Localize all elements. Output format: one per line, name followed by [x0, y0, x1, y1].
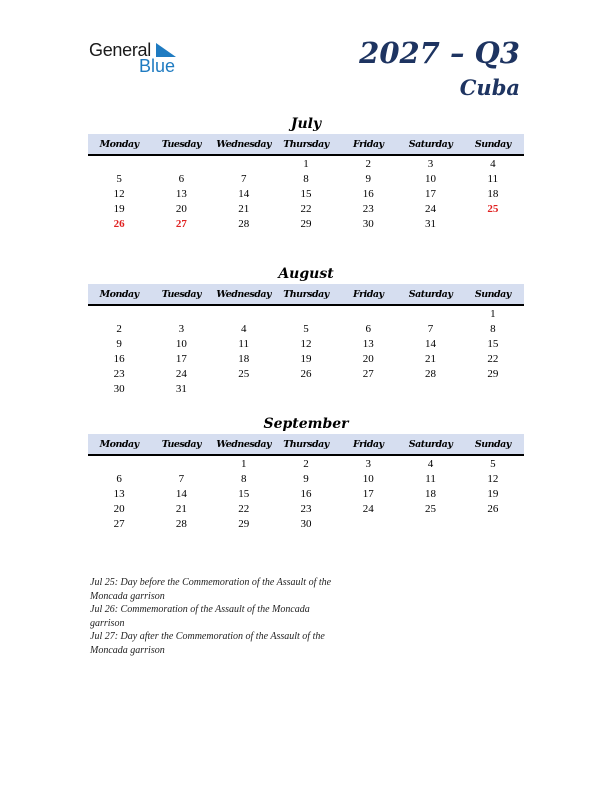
weekday-label: Sunday	[474, 438, 511, 450]
date-cell: 13	[362, 337, 374, 350]
date-cell: 25	[238, 367, 250, 380]
date-cell: 2	[116, 322, 122, 335]
weekday-label: Thursday	[283, 138, 329, 150]
week-row	[88, 306, 524, 321]
date-cell: 21	[425, 352, 437, 365]
date-cell: 19	[113, 202, 125, 215]
date-cell: 1	[303, 157, 309, 170]
date-cell: 16	[362, 187, 374, 200]
date-cell: 30	[362, 217, 374, 230]
date-cell: 17	[175, 352, 187, 365]
weekday-label: Thursday	[283, 438, 329, 450]
week-row	[88, 366, 524, 381]
date-cell: 10	[175, 337, 187, 350]
logo-triangle-icon	[156, 43, 176, 57]
holiday-notes	[90, 576, 340, 657]
date-cell: 29	[300, 217, 312, 230]
date-cell: 19	[300, 352, 312, 365]
date-cell: 21	[175, 502, 187, 515]
date-cell: 19	[487, 487, 499, 500]
country-name: Cuba	[459, 75, 520, 100]
weekday-label: Saturday	[408, 438, 453, 450]
month-title: September	[263, 416, 349, 432]
date-cell: 31	[175, 382, 187, 395]
date-cell: 22	[238, 502, 250, 515]
week-row	[88, 516, 524, 531]
date-cell: 22	[487, 352, 499, 365]
date-cell: 3	[427, 157, 434, 170]
date-cell: 28	[238, 217, 250, 230]
weekday-header	[88, 134, 524, 156]
date-cell: 8	[490, 322, 496, 335]
date-cell: 9	[365, 172, 372, 185]
weekday-label: Friday	[353, 288, 384, 300]
weekday-label: Friday	[353, 438, 384, 450]
date-cell: 18	[238, 352, 250, 365]
date-cell: 23	[362, 202, 374, 215]
date-cell: 6	[178, 172, 185, 185]
date-cell: 5	[490, 457, 496, 470]
week-row	[88, 201, 524, 216]
generalblue-logo	[89, 40, 176, 76]
logo-text-general: General	[89, 40, 151, 60]
week-row	[88, 216, 524, 231]
date-cell: 3	[365, 457, 372, 470]
month-july	[88, 116, 524, 231]
week-row	[88, 171, 524, 186]
holiday-note: Jul 26: Commemoration of the Assault of the Moncada garrison	[90, 604, 310, 629]
date-cell: 12	[113, 187, 125, 200]
date-cell: 9	[303, 472, 309, 485]
weekday-label: Sunday	[474, 288, 511, 300]
date-cell: 13	[175, 187, 187, 200]
date-cell: 24	[362, 502, 374, 515]
date-cell: 29	[487, 367, 499, 380]
date-cell: 4	[427, 457, 434, 470]
weekday-label: Wednesday	[216, 138, 272, 150]
date-cell: 5	[303, 322, 309, 335]
date-cell: 22	[300, 202, 312, 215]
date-cell: 15	[238, 487, 250, 500]
holiday-date: 25	[487, 202, 499, 215]
date-cell: 31	[425, 217, 437, 230]
week-row	[88, 336, 524, 351]
date-cell: 5	[116, 172, 122, 185]
weekday-label: Monday	[99, 438, 139, 450]
date-cell: 7	[240, 172, 247, 185]
date-cell: 17	[362, 487, 374, 500]
date-cell: 26	[300, 367, 312, 380]
date-cell: 23	[113, 367, 125, 380]
week-row	[88, 486, 524, 501]
weekday-label: Saturday	[408, 288, 453, 300]
date-cell: 20	[362, 352, 374, 365]
weekday-label: Tuesday	[161, 438, 202, 450]
month-august	[88, 266, 524, 396]
date-cell: 7	[427, 322, 434, 335]
date-cell: 8	[240, 472, 247, 485]
weekday-label: Wednesday	[216, 288, 272, 300]
date-cell: 24	[425, 202, 437, 215]
weekday-label: Tuesday	[161, 288, 202, 300]
date-cell: 3	[178, 322, 185, 335]
date-cell: 18	[487, 187, 499, 200]
date-cell: 23	[300, 502, 312, 515]
date-cell: 14	[175, 487, 187, 500]
weekday-label: Friday	[353, 138, 384, 150]
week-row	[88, 186, 524, 201]
date-cell: 12	[487, 472, 499, 485]
date-cell: 15	[300, 187, 312, 200]
month-september	[88, 416, 524, 531]
date-cell: 1	[490, 307, 496, 320]
date-cell: 18	[425, 487, 437, 500]
weekday-label: Sunday	[474, 138, 511, 150]
week-row	[88, 156, 524, 171]
date-cell: 8	[303, 172, 309, 185]
logo-text-blue: Blue	[139, 56, 176, 76]
date-cell: 27	[362, 367, 374, 380]
date-cell: 20	[175, 202, 187, 215]
date-cell: 20	[113, 502, 125, 515]
date-cell: 16	[300, 487, 312, 500]
weekday-label: Tuesday	[161, 138, 202, 150]
date-cell: 2	[303, 457, 309, 470]
date-cell: 30	[300, 517, 312, 530]
holiday-date: 26	[113, 217, 125, 230]
date-cell: 9	[116, 337, 122, 350]
date-cell: 6	[365, 322, 372, 335]
weekday-label: Monday	[99, 138, 139, 150]
date-cell: 17	[425, 187, 437, 200]
month-title: July	[290, 116, 322, 132]
date-cell: 28	[425, 367, 437, 380]
date-cell: 10	[362, 472, 374, 485]
date-cell: 25	[425, 502, 437, 515]
date-cell: 29	[238, 517, 250, 530]
holiday-date: 27	[175, 217, 187, 230]
month-title: August	[278, 266, 334, 282]
holiday-note: Jul 27: Day after the Commemoration of the Assault of the Moncada garrison	[90, 631, 325, 656]
page-title: 2027 – Q3	[359, 36, 520, 70]
week-row	[88, 381, 524, 396]
weekday-header	[88, 434, 524, 456]
date-cell: 24	[175, 367, 187, 380]
date-cell: 6	[116, 472, 122, 485]
date-cell: 27	[113, 517, 125, 530]
date-cell: 15	[487, 337, 499, 350]
date-cell: 11	[487, 172, 499, 185]
date-cell: 13	[113, 487, 125, 500]
date-cell: 4	[240, 322, 247, 335]
date-cell: 16	[113, 352, 125, 365]
date-cell: 30	[113, 382, 125, 395]
weekday-label: Thursday	[283, 288, 329, 300]
date-cell: 11	[425, 472, 436, 485]
holiday-note: Jul 25: Day before the Commemoration of the Assault of the Moncada garrison	[90, 577, 332, 602]
weekday-header	[88, 284, 524, 306]
date-cell: 1	[240, 457, 247, 470]
date-cell: 21	[238, 202, 250, 215]
date-cell: 14	[238, 187, 250, 200]
date-cell: 4	[490, 157, 496, 170]
week-row	[88, 456, 524, 471]
date-cell: 28	[175, 517, 187, 530]
weekday-label: Monday	[99, 288, 139, 300]
weekday-label: Wednesday	[216, 438, 272, 450]
weekday-label: Saturday	[408, 138, 453, 150]
week-row	[88, 321, 524, 336]
date-cell: 14	[425, 337, 437, 350]
date-cell: 11	[238, 337, 249, 350]
week-row	[88, 501, 524, 516]
date-cell: 26	[487, 502, 499, 515]
date-cell: 12	[300, 337, 312, 350]
week-row	[88, 471, 524, 486]
date-cell: 2	[365, 157, 372, 170]
week-row	[88, 351, 524, 366]
date-cell: 7	[178, 472, 185, 485]
date-cell: 10	[425, 172, 437, 185]
